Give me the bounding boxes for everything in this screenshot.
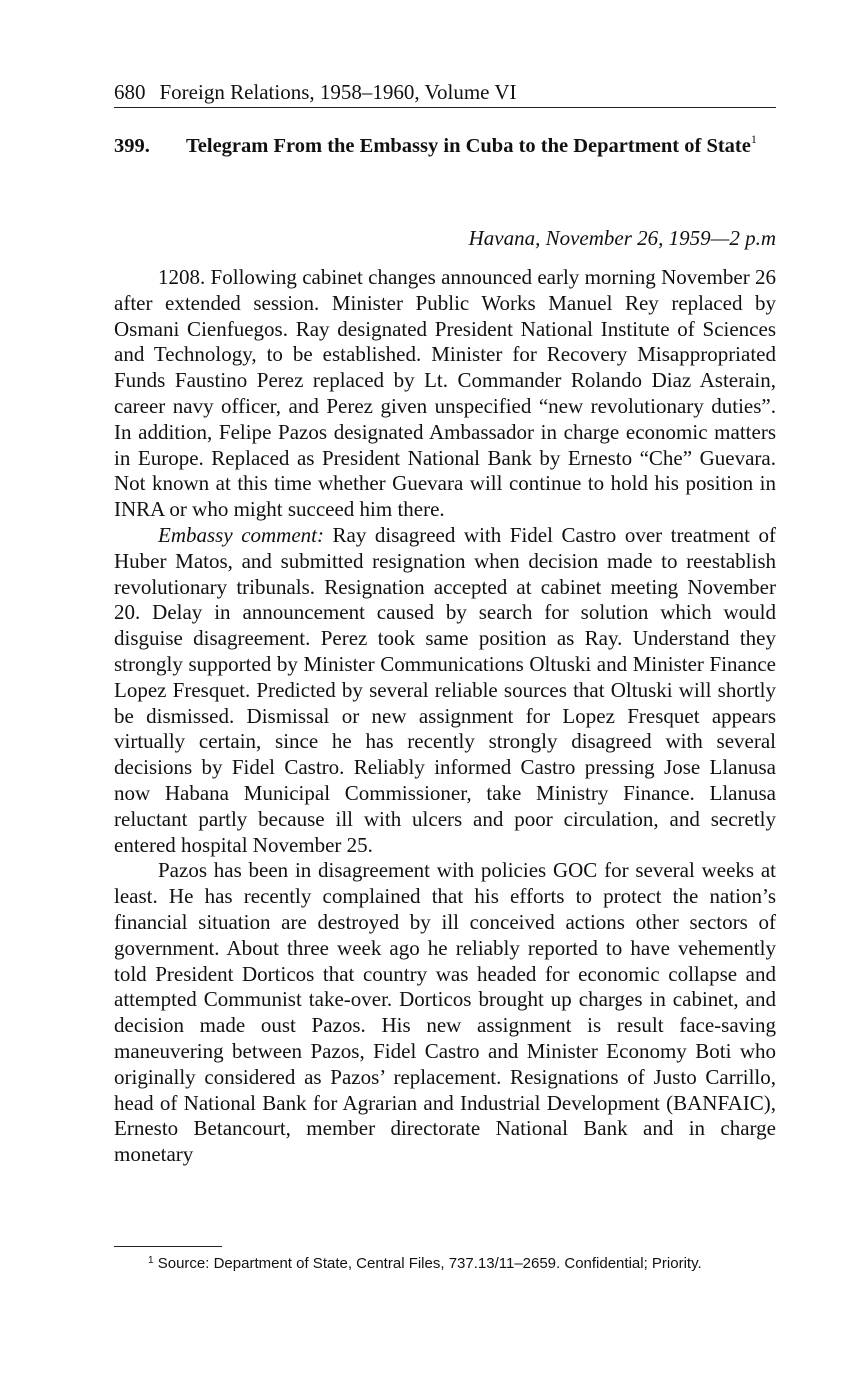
- footnote-text: Source: Department of State, Central Files, 737.13/11–2659. Confidential; Priority.: [157, 1255, 702, 1272]
- paragraph-1: 1208. Following cabinet changes announced early morning November 26 after extended session. Minister Public Works Manuel Rey replaced by Osmani Cienfuegos. Ray designated President National Institute of Sciences and Technology, to be established. Minister for Recovery Misappropriated Funds Faustino Perez replaced by Lt. Commander Rolando Diaz Asterain, career navy officer, and Perez given unspecified “new revolutionary duties”. In addition, Felipe Pazos designated Ambassador in charge economic matters in Europe. Replaced as President National Bank by Ernesto “Che” Guevara. Not known at this time whether Guevara will continue to hold his position in INRA or who might succeed him there.: [114, 265, 776, 522]
- paragraph-2: [114, 523, 776, 858]
- paragraph-2-text: Ray disagreed with Fidel Castro over treatment of Huber Matos, and submitted resignation when decision made to reestablish revolutionary tribunals. Resignation accepted at cabinet meeting November 20. Delay in announcement caused by search for solution which would disguise disagreement. Perez took same position as Ray. Understand they strongly supported by Minister Communications Oltuski and Minister Finance Lopez Fresquet. Predicted by several reliable sources that Oltuski will shortly be dismissed. Dismissal or new assignment for Lopez Fresquet appears virtually certain, since he has recently strongly disagreed with several decisions by Fidel Castro. Reliably informed Castro pressing Jose Llanusa now Habana Municipal Commissioner, take Ministry Finance. Llanusa reluctant partly because ill with ulcers and poor circulation, and secretly entered hospital November 25.: [114, 522, 776, 857]
- running-head: [114, 79, 776, 108]
- document-number: 399.: [114, 135, 150, 157]
- publication-title: Foreign Relations, 1958–1960, Volume VI: [159, 80, 517, 104]
- telegram-body: [114, 265, 776, 1168]
- footnote-reference: 1: [750, 132, 757, 146]
- page-number: 680: [114, 80, 146, 104]
- document-title-text: Telegram From the Embassy in Cuba to the Department of State: [186, 135, 751, 157]
- footnote-rule: [114, 1246, 222, 1247]
- dateline: Havana, November 26, 1959—2 p.m: [468, 226, 776, 250]
- document-heading: [114, 133, 776, 159]
- document-title: [186, 133, 776, 159]
- footnote-marker: 1: [148, 1255, 154, 1266]
- embassy-comment-label: Embassy comment:: [158, 522, 324, 547]
- footnote: [114, 1253, 776, 1274]
- paragraph-3: Pazos has been in disagreement with policies GOC for several weeks at least. He has recently complained that his efforts to protect the nation’s financial situation are destroyed by ill conceived actions other sectors of government. About three week ago he reliably reported to have vehemently told President Dorticos that country was headed for economic collapse and attempted Communist take-over. Dorticos brought up charges in cabinet, and decision made oust Pazos. His new assignment is result face-saving maneuvering between Pazos, Fidel Castro and Minister Economy Boti who originally considered as Pazos’ replacement. Resignations of Justo Carrillo, head of National Bank for Agrarian and Industrial Development (BANFAIC), Ernesto Betancourt, member directorate National Bank and in charge monetary: [114, 858, 776, 1167]
